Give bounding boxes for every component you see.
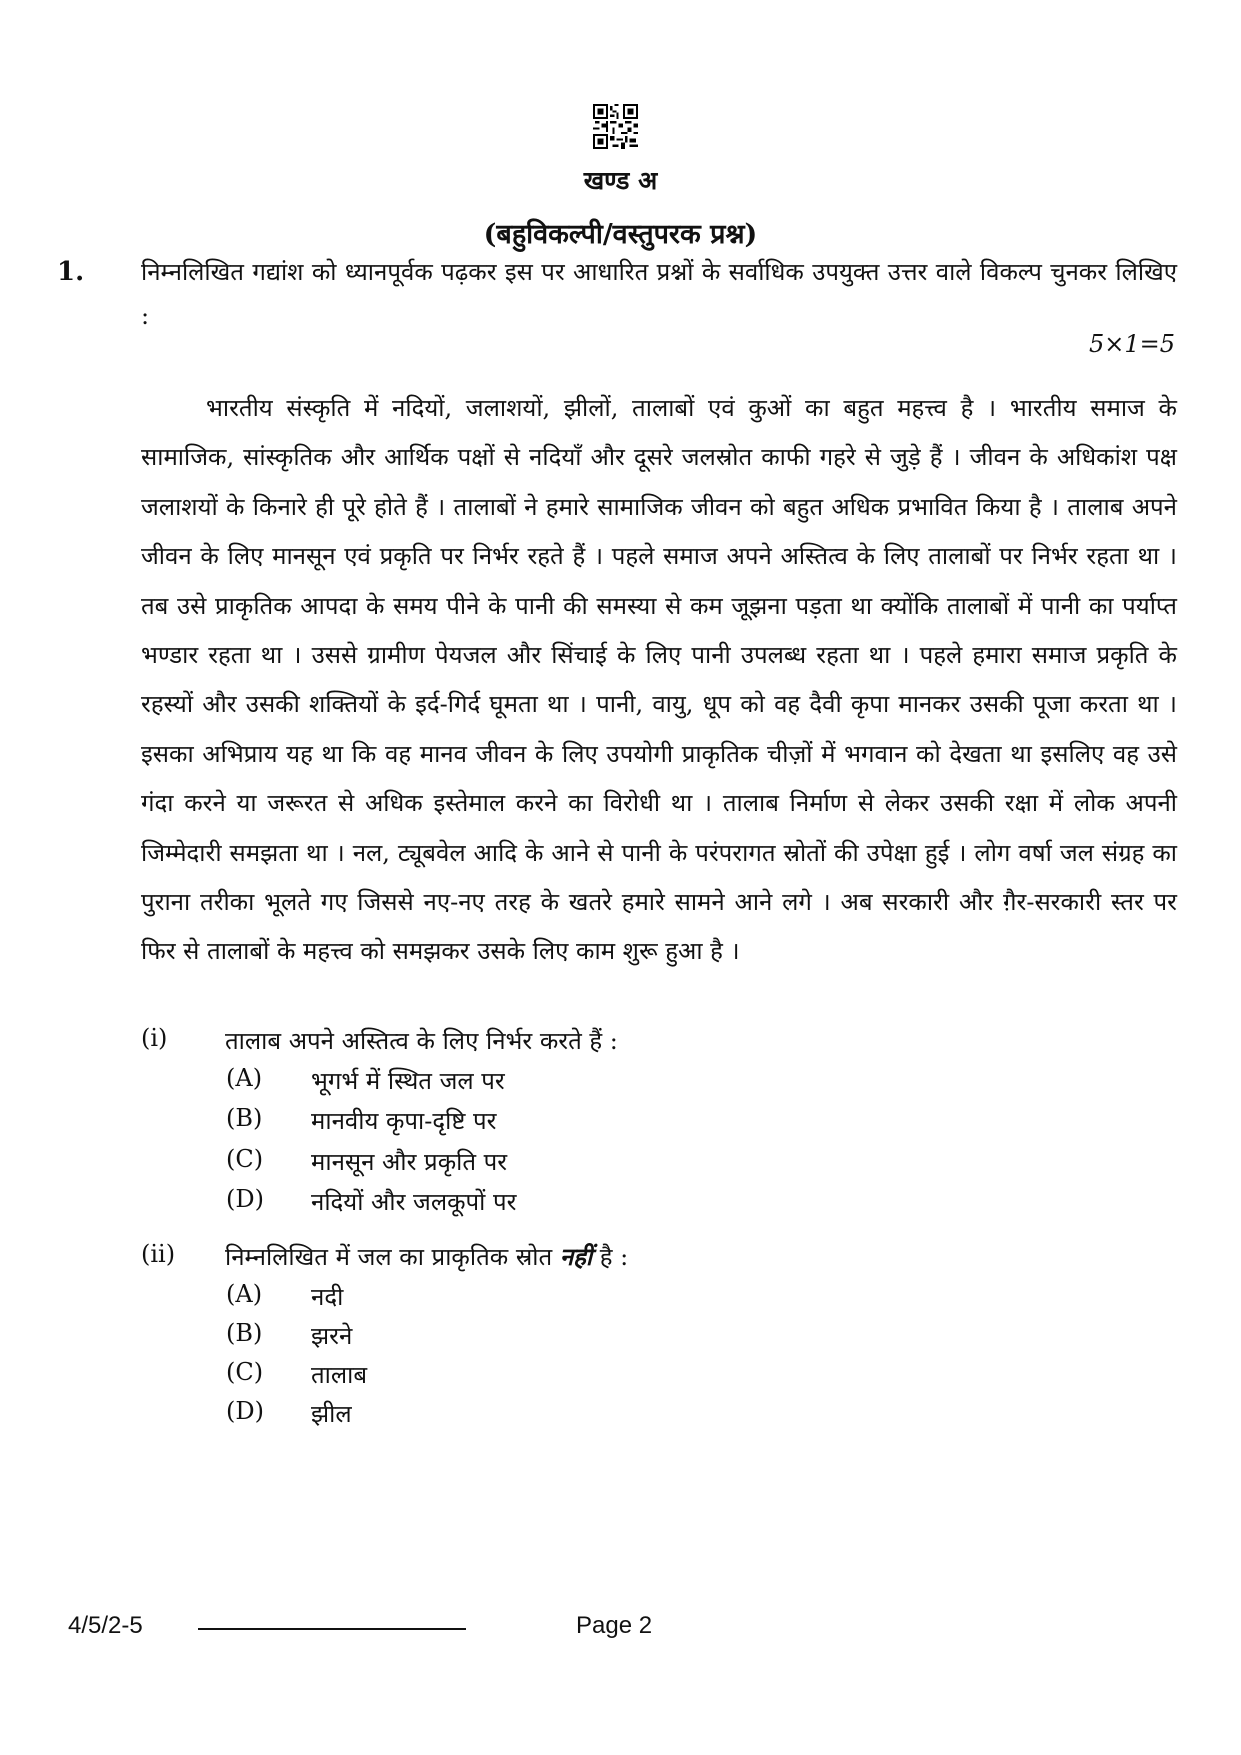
option-text: मानसून और प्रकृति पर (311, 1148, 508, 1176)
option-label: (A) (226, 1064, 263, 1092)
subquestion-text-before: निम्नलिखित में जल का प्राकृतिक स्रोत (225, 1243, 553, 1271)
subquestion-text: तालाब अपने अस्तित्व के लिए निर्भर करते हैं : (225, 1027, 618, 1055)
subquestion-number: (ii) (141, 1240, 176, 1268)
page-number: Page 2 (576, 1612, 653, 1639)
emphasis-not: नहीं (559, 1242, 593, 1271)
option-label: (B) (226, 1319, 263, 1347)
option-label: (A) (226, 1280, 263, 1308)
option-label: (C) (226, 1145, 264, 1173)
question-instruction: निम्नलिखित गद्यांश को ध्यानपूर्वक पढ़कर इस पर आधारित प्रश्नों के सर्वाधिक उपयुक्त उत्तर वाले विकल्प चुनकर लिखिए : (141, 258, 1177, 330)
footer-divider (198, 1628, 466, 1630)
paper-code: 4/5/2-5 (68, 1612, 143, 1639)
subquestion-text-after: है : (599, 1243, 629, 1271)
option-label: (B) (226, 1104, 263, 1132)
option-text: झरने (311, 1322, 353, 1350)
option-label: (C) (226, 1358, 264, 1386)
section-subtitle: (बहुविकल्पी/वस्तुपरक प्रश्न) (483, 219, 758, 250)
subquestion-text (225, 1240, 628, 1273)
subquestion-number: (i) (141, 1024, 168, 1052)
option-text: भूगर्भ में स्थित जल पर (311, 1067, 505, 1095)
option-label: (D) (226, 1397, 264, 1425)
qr-code (593, 104, 638, 149)
marks-allocation: 5×1=5 (1088, 330, 1175, 358)
reading-passage: भारतीय संस्कृति में नदियों, जलाशयों, झीलों, तालाबों एवं कुओं का बहुत महत्त्व है । भारतीय समाज के सामाजिक, सांस्कृतिक और आर्थिक पक्षों से नदियाँ और दूसरे जलस्रोत काफी गहरे से जुड़े हैं । जीवन के अधिकांश पक्ष जलाशयों के किनारे ही पूरे होते हैं । तालाबों ने हमारे सामाजिक जीवन को बहुत अधिक प्रभावित किया है । तालाब अपने जीवन के लिए मानसून एवं प्रकृति पर निर्भर रहते हैं । पहले समाज अपने अस्तित्व के लिए तालाबों पर निर्भर रहता था । तब उसे प्राकृतिक आपदा के समय पीने के पानी की समस्या से कम जूझना पड़ता था क्योंकि तालाबों में पानी का पर्याप्त भण्डार रहता था । उससे ग्रामीण पेयजल और सिंचाई के लिए पानी उपलब्ध रहता था । पहले हमारा समाज प्रकृति के रहस्यों और उसकी शक्तियों के इर्द-गिर्द घूमता था । पानी, वायु, धूप को वह दैवी कृपा मानकर उसकी पूजा करता था । इसका अभिप्राय यह था कि वह मानव जीवन के लिए उपयोगी प्राकृतिक चीज़ों में भगवान को देखता था इसलिए वह उसे गंदा करने या जरूरत से अधिक इस्तेमाल करने का विरोधी था । तालाब निर्माण से लेकर उसकी रक्षा में लोक अपनी जिम्मेदारी समझता था । नल, ट्यूबवेल आदि के आने से पानी के परंपरागत स्रोतों की उपेक्षा हुई । लोग वर्षा जल संग्रह का पुराना तरीका भूलते गए जिससे नए-नए तरह के खतरे हमारे सामने आने लगे । अब सरकारी और ग़ैर-सरकारी स्तर पर फिर से तालाबों के महत्त्व को समझकर उसके लिए काम शुरू हुआ है । (141, 394, 1177, 966)
question-number: 1. (57, 257, 85, 287)
option-label: (D) (226, 1185, 264, 1213)
section-title: खण्ड अ (583, 166, 658, 195)
option-text: झील (311, 1400, 352, 1428)
option-text: नदियों और जलकूपों पर (311, 1188, 517, 1216)
option-text: तालाब (311, 1361, 368, 1389)
option-text: मानवीय कृपा-दृष्टि पर (311, 1107, 497, 1135)
option-text: नदी (311, 1283, 344, 1311)
